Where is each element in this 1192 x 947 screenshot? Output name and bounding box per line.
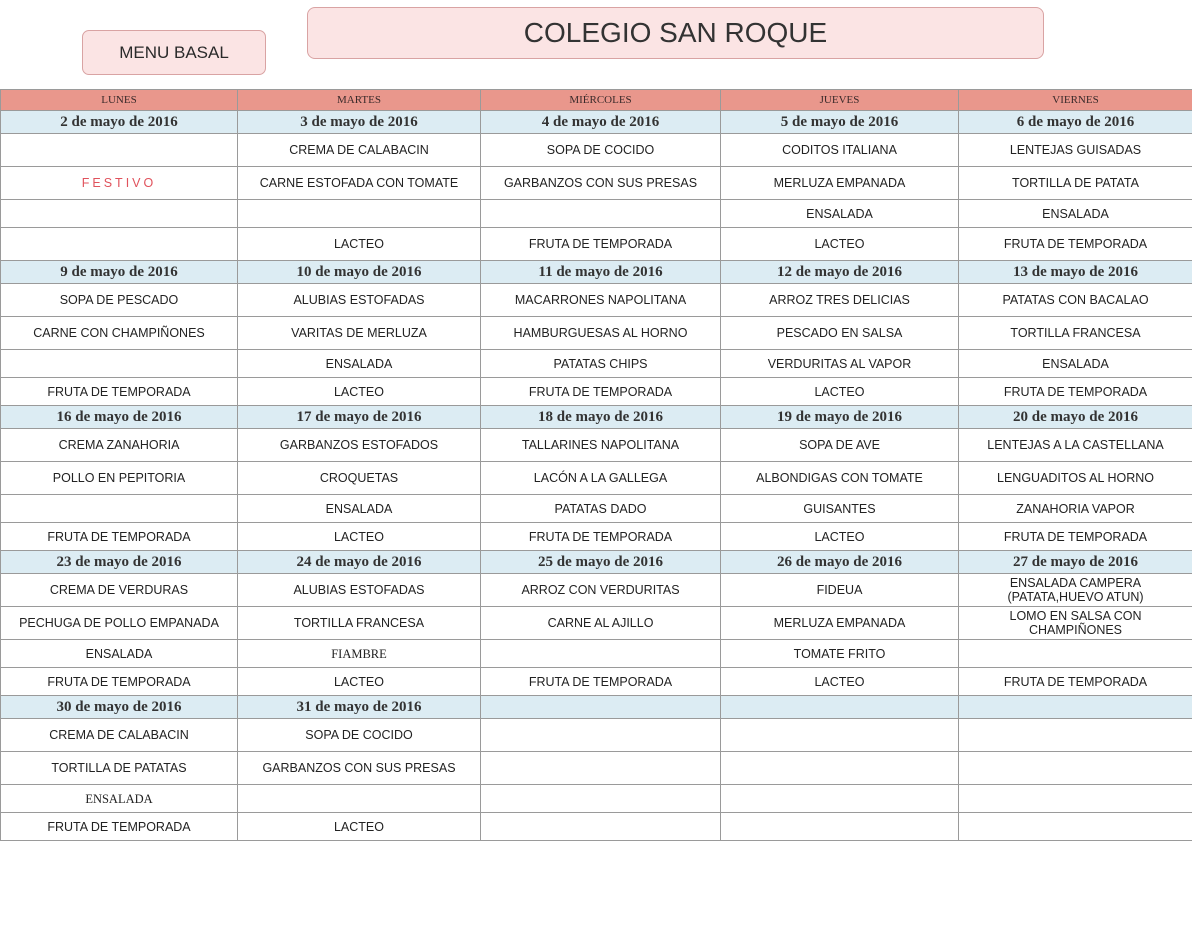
week-4-side: [1, 640, 1192, 668]
date-cell: 20 de mayo de 2016: [959, 406, 1192, 429]
dish-cell: CARNE AL AJILLO: [481, 607, 721, 640]
dish-cell: FIAMBRE: [238, 640, 481, 668]
dish-cell: ALUBIAS ESTOFADAS: [238, 574, 481, 607]
dish-cell: CROQUETAS: [238, 462, 481, 495]
dish-cell: ARROZ TRES DELICIAS: [721, 284, 959, 317]
date-cell: 30 de mayo de 2016: [1, 696, 238, 719]
dish-cell: FRUTA DE TEMPORADA: [481, 228, 721, 261]
dish-cell: LACÓN A LA GALLEGA: [481, 462, 721, 495]
dish-cell: [721, 813, 959, 841]
dish-cell: LACTEO: [238, 813, 481, 841]
dish-cell: SOPA DE AVE: [721, 429, 959, 462]
weekday-header-row: [1, 90, 1192, 111]
dish-cell: SOPA DE COCIDO: [238, 719, 481, 752]
dish-cell: [481, 785, 721, 813]
week-4-dates: [1, 551, 1192, 574]
dish-cell: [1, 134, 238, 167]
date-cell: 4 de mayo de 2016: [481, 111, 721, 134]
dish-cell: PESCADO EN SALSA: [721, 317, 959, 350]
date-cell: [481, 696, 721, 719]
dish-cell: LENTEJAS GUISADAS: [959, 134, 1192, 167]
dish-cell: MACARRONES NAPOLITANA: [481, 284, 721, 317]
day-header-friday: VIERNES: [959, 90, 1192, 111]
dish-cell: LACTEO: [238, 523, 481, 551]
dish-cell: GARBANZOS ESTOFADOS: [238, 429, 481, 462]
week-3-first-course: [1, 429, 1192, 462]
day-header-wednesday: MIÉRCOLES: [481, 90, 721, 111]
dish-cell: GARBANZOS CON SUS PRESAS: [481, 167, 721, 200]
week-1-first-course: [1, 134, 1192, 167]
dish-cell: [959, 813, 1192, 841]
dish-cell: FRUTA DE TEMPORADA: [1, 813, 238, 841]
date-cell: 25 de mayo de 2016: [481, 551, 721, 574]
date-cell: 6 de mayo de 2016: [959, 111, 1192, 134]
date-cell: 19 de mayo de 2016: [721, 406, 959, 429]
week-3-dessert: [1, 523, 1192, 551]
dish-cell: ENSALADA: [721, 200, 959, 228]
date-cell: [959, 696, 1192, 719]
date-cell: 3 de mayo de 2016: [238, 111, 481, 134]
date-cell: 17 de mayo de 2016: [238, 406, 481, 429]
dish-cell: [1, 228, 238, 261]
dish-cell: [238, 785, 481, 813]
date-cell: 13 de mayo de 2016: [959, 261, 1192, 284]
dish-cell: LACTEO: [721, 228, 959, 261]
dish-cell: FRUTA DE TEMPORADA: [481, 523, 721, 551]
dish-cell: FRUTA DE TEMPORADA: [959, 668, 1192, 696]
dish-cell: FRUTA DE TEMPORADA: [959, 523, 1192, 551]
dish-cell: ALBONDIGAS CON TOMATE: [721, 462, 959, 495]
day-header-tuesday: MARTES: [238, 90, 481, 111]
dish-cell: HAMBURGUESAS AL HORNO: [481, 317, 721, 350]
dish-cell: PATATAS CHIPS: [481, 350, 721, 378]
dish-cell: ENSALADA: [1, 785, 238, 813]
dish-cell: [1, 200, 238, 228]
week-3-second-course: [1, 462, 1192, 495]
dish-cell: TORTILLA DE PATATA: [959, 167, 1192, 200]
dish-cell: [481, 813, 721, 841]
dish-cell: CARNE CON CHAMPIÑONES: [1, 317, 238, 350]
date-cell: 27 de mayo de 2016: [959, 551, 1192, 574]
dish-cell: LACTEO: [238, 668, 481, 696]
date-cell: 11 de mayo de 2016: [481, 261, 721, 284]
dish-cell: [481, 719, 721, 752]
dish-cell: MERLUZA EMPANADA: [721, 167, 959, 200]
dish-cell: TORTILLA DE PATATAS: [1, 752, 238, 785]
day-header-thursday: JUEVES: [721, 90, 959, 111]
dish-cell: [721, 785, 959, 813]
date-cell: 10 de mayo de 2016: [238, 261, 481, 284]
dish-cell: TALLARINES NAPOLITANA: [481, 429, 721, 462]
dish-cell: GARBANZOS CON SUS PRESAS: [238, 752, 481, 785]
dish-cell: ENSALADA: [959, 200, 1192, 228]
date-cell: 18 de mayo de 2016: [481, 406, 721, 429]
dish-cell: VERDURITAS AL VAPOR: [721, 350, 959, 378]
dish-cell: [238, 200, 481, 228]
dish-cell: LENGUADITOS AL HORNO: [959, 462, 1192, 495]
week-4-first-course: [1, 574, 1192, 607]
dish-cell: ZANAHORIA VAPOR: [959, 495, 1192, 523]
dish-cell: ENSALADA CAMPERA (PATATA,HUEVO ATUN): [959, 574, 1192, 607]
week-1-side: [1, 200, 1192, 228]
week-2-first-course: [1, 284, 1192, 317]
date-cell: 26 de mayo de 2016: [721, 551, 959, 574]
dish-cell: ENSALADA: [959, 350, 1192, 378]
week-2-dessert: [1, 378, 1192, 406]
dish-cell: ENSALADA: [1, 640, 238, 668]
week-1-dates: [1, 111, 1192, 134]
date-cell: 12 de mayo de 2016: [721, 261, 959, 284]
dish-cell: LOMO EN SALSA CON CHAMPIÑONES: [959, 607, 1192, 640]
dish-cell: ENSALADA: [238, 495, 481, 523]
dish-cell: LACTEO: [721, 378, 959, 406]
date-cell: 9 de mayo de 2016: [1, 261, 238, 284]
dish-cell: [721, 752, 959, 785]
dish-cell: SOPA DE COCIDO: [481, 134, 721, 167]
dish-cell: LACTEO: [238, 228, 481, 261]
dish-cell: LENTEJAS A LA CASTELLANA: [959, 429, 1192, 462]
week-5-dessert: [1, 813, 1192, 841]
week-5-first-course: [1, 719, 1192, 752]
dish-cell: ARROZ CON VERDURITAS: [481, 574, 721, 607]
dish-cell: [481, 200, 721, 228]
day-header-monday: LUNES: [1, 90, 238, 111]
dish-cell: [1, 495, 238, 523]
week-1-dessert: [1, 228, 1192, 261]
dish-cell: [959, 719, 1192, 752]
dish-cell: FRUTA DE TEMPORADA: [1, 668, 238, 696]
dish-cell: SOPA DE PESCADO: [1, 284, 238, 317]
dish-cell: MERLUZA EMPANADA: [721, 607, 959, 640]
dish-cell: FRUTA DE TEMPORADA: [959, 378, 1192, 406]
dish-cell: CREMA ZANAHORIA: [1, 429, 238, 462]
week-5-second-course: [1, 752, 1192, 785]
week-2-second-course: [1, 317, 1192, 350]
dish-cell: TOMATE FRITO: [721, 640, 959, 668]
dish-cell: VARITAS DE MERLUZA: [238, 317, 481, 350]
date-cell: 2 de mayo de 2016: [1, 111, 238, 134]
week-1-second-course: [1, 167, 1192, 200]
dish-cell: FIDEUA: [721, 574, 959, 607]
date-cell: 16 de mayo de 2016: [1, 406, 238, 429]
dish-cell: [481, 752, 721, 785]
week-3-side: [1, 495, 1192, 523]
menu-table: [0, 89, 1192, 841]
dish-cell: POLLO EN PEPITORIA: [1, 462, 238, 495]
dish-cell: ALUBIAS ESTOFADAS: [238, 284, 481, 317]
dish-cell: [959, 640, 1192, 668]
dish-cell: PECHUGA DE POLLO EMPANADA: [1, 607, 238, 640]
dish-cell: FRUTA DE TEMPORADA: [959, 228, 1192, 261]
dish-cell: CREMA DE CALABACIN: [238, 134, 481, 167]
date-cell: 23 de mayo de 2016: [1, 551, 238, 574]
dish-cell: FRUTA DE TEMPORADA: [481, 668, 721, 696]
dish-cell: PATATAS CON BACALAO: [959, 284, 1192, 317]
week-4-dessert: [1, 668, 1192, 696]
dish-cell: [1, 350, 238, 378]
dish-cell: [959, 752, 1192, 785]
dish-cell: LACTEO: [721, 523, 959, 551]
week-5-side: [1, 785, 1192, 813]
week-3-dates: [1, 406, 1192, 429]
date-cell: 5 de mayo de 2016: [721, 111, 959, 134]
dish-cell: FRUTA DE TEMPORADA: [1, 378, 238, 406]
week-5-dates: [1, 696, 1192, 719]
dish-cell: ENSALADA: [238, 350, 481, 378]
festivo-label: FESTIVO: [1, 167, 238, 200]
dish-cell: CARNE ESTOFADA CON TOMATE: [238, 167, 481, 200]
dish-cell: FRUTA DE TEMPORADA: [481, 378, 721, 406]
dish-cell: [721, 719, 959, 752]
dish-cell: LACTEO: [721, 668, 959, 696]
dish-cell: [959, 785, 1192, 813]
date-cell: 24 de mayo de 2016: [238, 551, 481, 574]
menu-basal-label: MENU BASAL: [82, 30, 266, 75]
dish-cell: LACTEO: [238, 378, 481, 406]
dish-cell: CREMA DE VERDURAS: [1, 574, 238, 607]
dish-cell: PATATAS DADO: [481, 495, 721, 523]
dish-cell: CREMA DE CALABACIN: [1, 719, 238, 752]
dish-cell: FRUTA DE TEMPORADA: [1, 523, 238, 551]
dish-cell: CODITOS ITALIANA: [721, 134, 959, 167]
week-4-second-course: [1, 607, 1192, 640]
dish-cell: TORTILLA FRANCESA: [238, 607, 481, 640]
dish-cell: [481, 640, 721, 668]
school-title: COLEGIO SAN ROQUE: [307, 7, 1044, 59]
dish-cell: TORTILLA FRANCESA: [959, 317, 1192, 350]
dish-cell: GUISANTES: [721, 495, 959, 523]
week-2-side: [1, 350, 1192, 378]
date-cell: [721, 696, 959, 719]
week-2-dates: [1, 261, 1192, 284]
date-cell: 31 de mayo de 2016: [238, 696, 481, 719]
